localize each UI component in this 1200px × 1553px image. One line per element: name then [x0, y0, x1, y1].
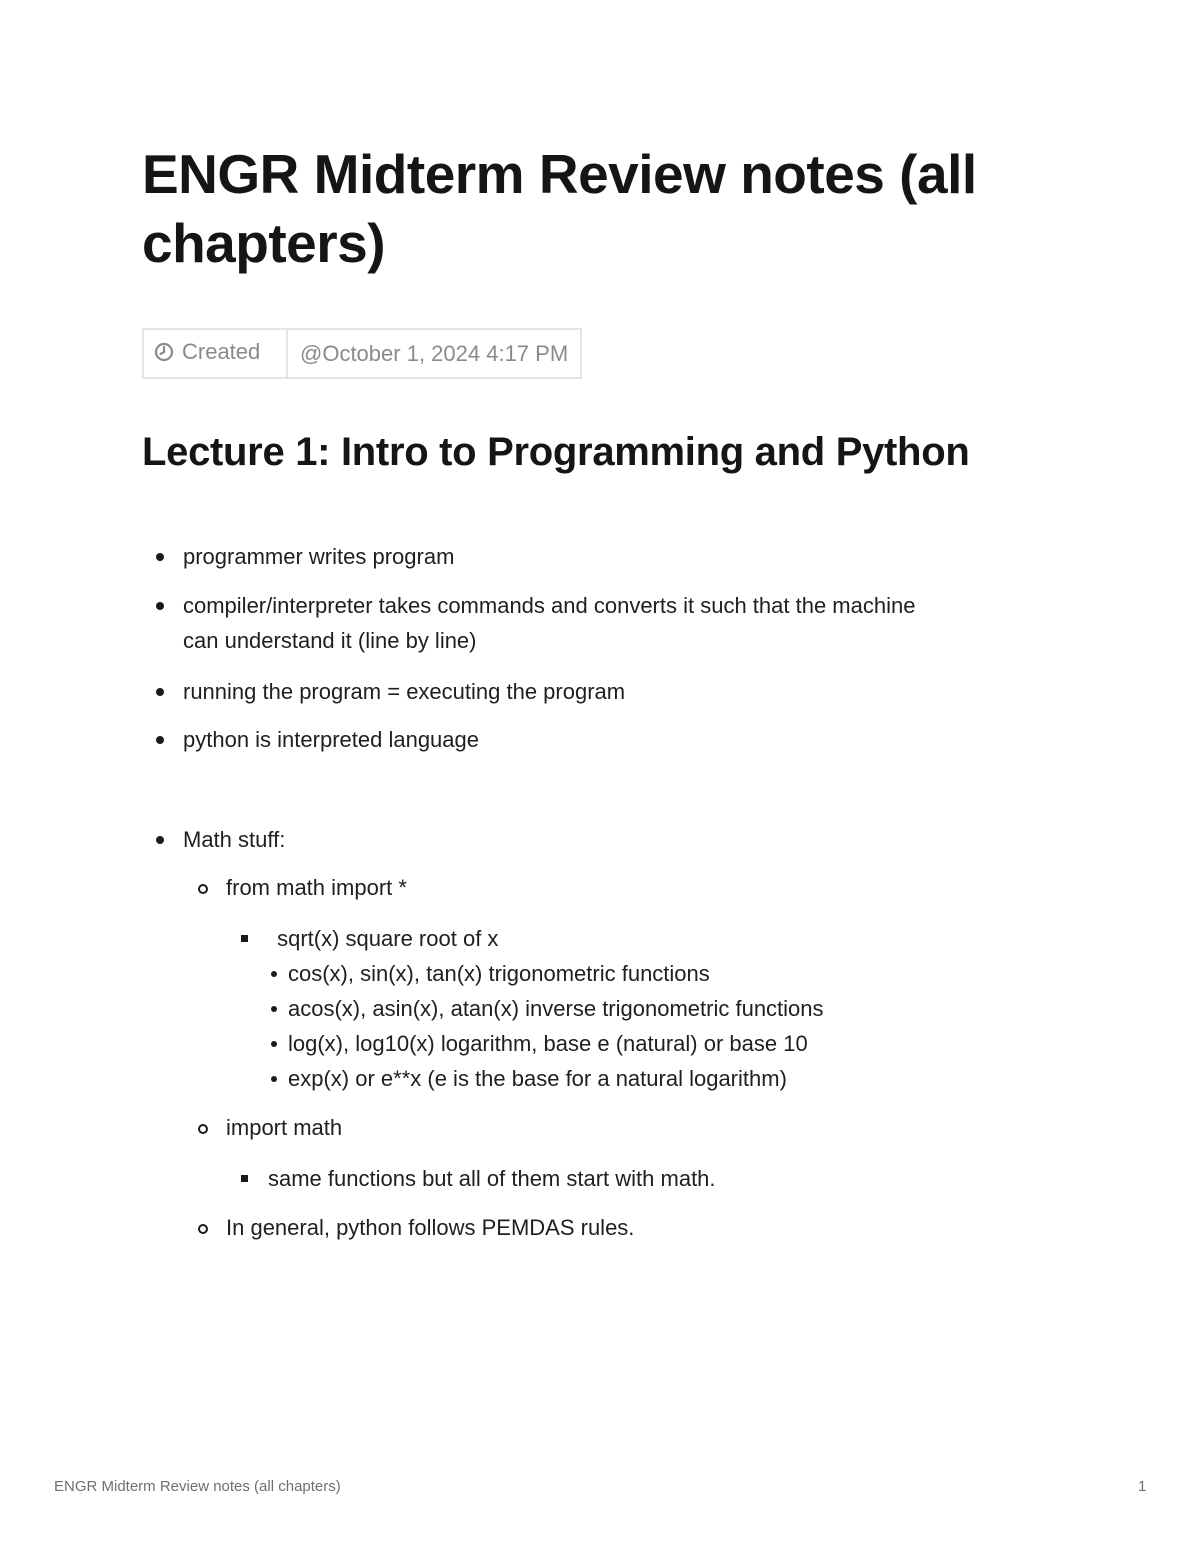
footer-title: ENGR Midterm Review notes (all chapters): [54, 1478, 341, 1495]
bullet-disc: [156, 836, 164, 844]
list-item-function: acos(x), asin(x), atan(x) inverse trigonometric functions: [288, 996, 824, 1021]
bullet-small: [271, 971, 277, 977]
list-item: python is interpreted language: [183, 727, 479, 752]
bullet-disc: [156, 602, 164, 610]
list-item-function: cos(x), sin(x), tan(x) trigonometric functions: [288, 961, 710, 986]
list-item-sqrt: sqrt(x) square root of x: [271, 926, 499, 951]
page-title: ENGR Midterm Review notes (all chapters): [142, 143, 977, 274]
bullet-disc: [156, 688, 164, 696]
bullet-disc: [156, 553, 164, 561]
list-item-math: Math stuff:: [183, 827, 286, 852]
bullet-square: [241, 935, 248, 942]
list-item-same-functions: same functions but all of them start with math.: [268, 1166, 716, 1191]
bullet-small: [271, 1041, 277, 1047]
list-item-function: exp(x) or e**x (e is the base for a natural logarithm): [288, 1066, 787, 1091]
list-item: compiler/interpreter takes commands and converts it such that the machine: [183, 593, 916, 618]
property-label: Created: [182, 339, 261, 364]
clock-icon: [154, 342, 174, 368]
list-item-function: log(x), log10(x) logarithm, base e (natural) or base 10: [288, 1031, 808, 1056]
list-item: running the program = executing the program: [183, 679, 626, 704]
bullet-small: [271, 1076, 277, 1082]
bullet-circle: [198, 1224, 208, 1234]
bullet-square: [241, 1175, 248, 1182]
bullet-circle: [198, 1124, 208, 1134]
bullet-small: [271, 1006, 277, 1012]
list-item-continuation: can understand it (line by line): [183, 628, 477, 653]
bullet-disc: [156, 736, 164, 744]
bullet-circle: [198, 884, 208, 894]
section-heading: Lecture 1: Intro to Programming and Python: [142, 430, 970, 474]
property-row-created: [143, 329, 581, 378]
list-item: programmer writes program: [183, 544, 455, 569]
property-key: [143, 329, 287, 378]
list-item-import-math: import math: [226, 1115, 343, 1140]
property-table: [142, 328, 582, 379]
list-item-pemdas: In general, python follows PEMDAS rules.: [226, 1215, 635, 1240]
property-value: @October 1, 2024 4:17 PM: [287, 329, 581, 378]
list-item-from-import: from math import *: [226, 875, 407, 900]
footer-page-number: 1: [1138, 1478, 1147, 1495]
